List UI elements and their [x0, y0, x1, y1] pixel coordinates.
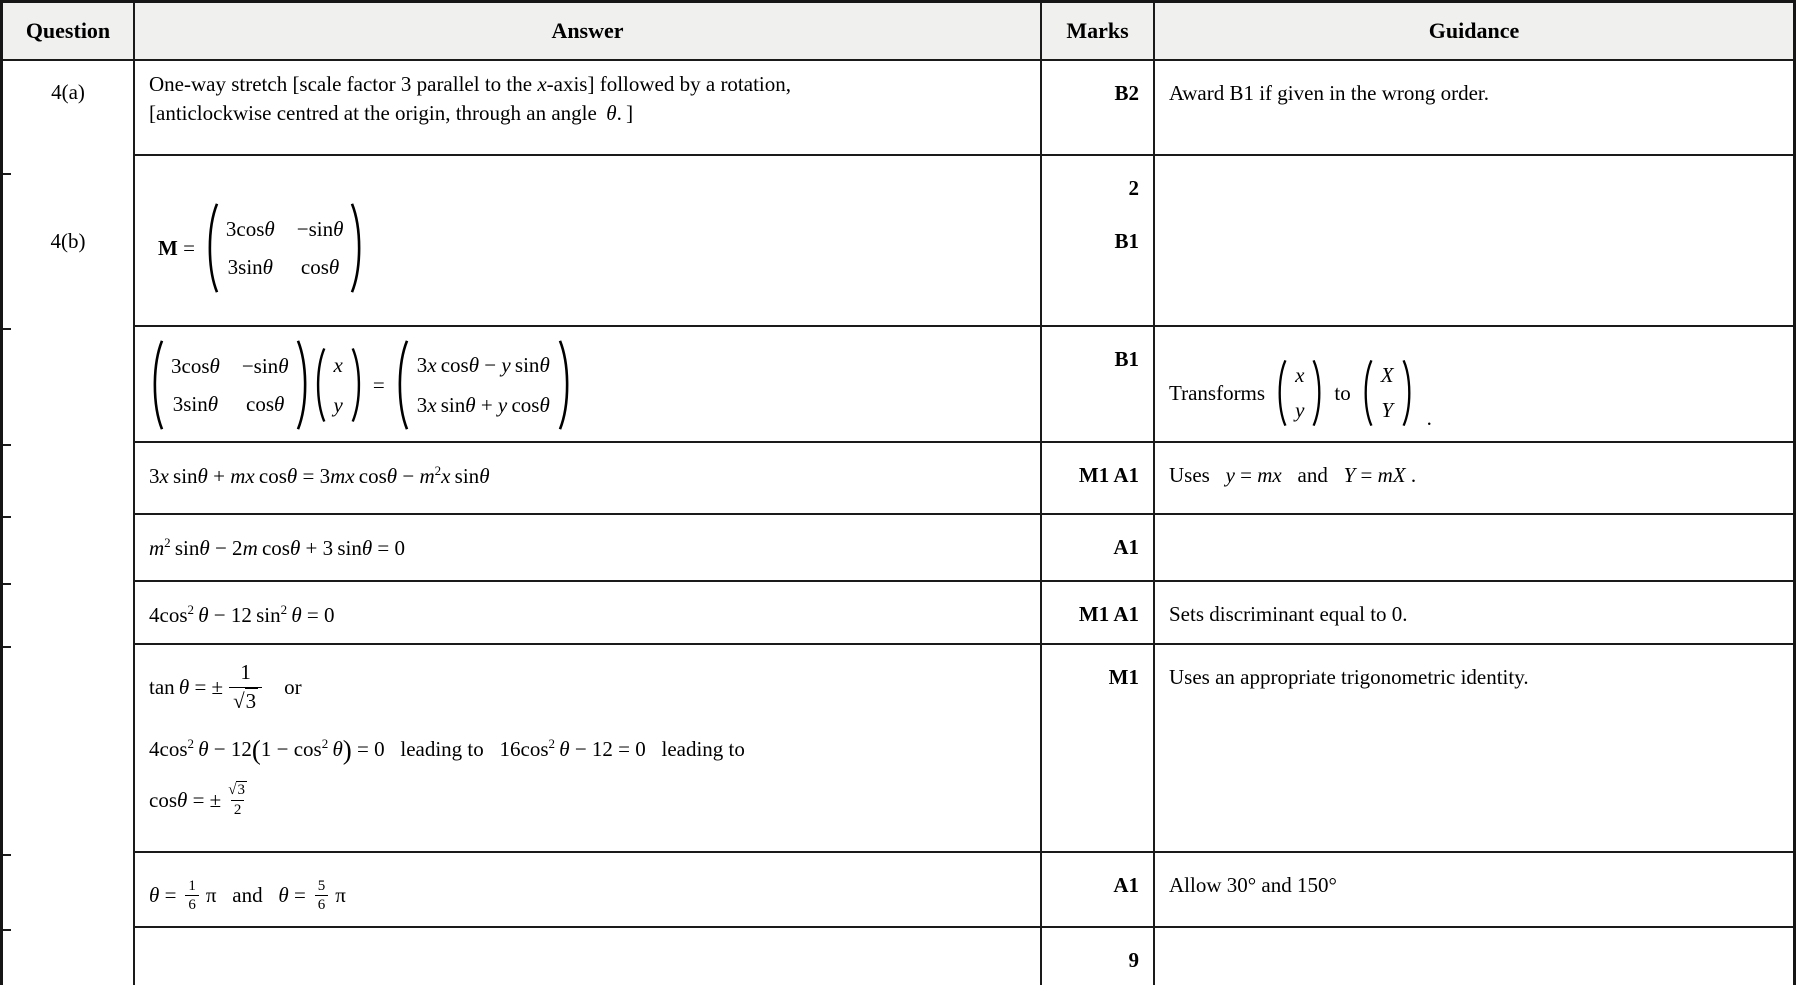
right-paren	[558, 339, 573, 431]
row-matrix-product-answer	[135, 327, 1042, 443]
part-a-total: 2	[1128, 176, 1139, 200]
marks-value: A1	[1113, 535, 1139, 559]
column-vector-XY	[1361, 359, 1414, 427]
left-paren	[204, 202, 219, 294]
right-paren	[1402, 359, 1414, 427]
vector-cell: y	[1295, 398, 1305, 422]
row-total-marks	[1042, 928, 1155, 985]
matrix-cell: 3cosθ	[171, 353, 220, 378]
matrix-cell: 3cosθ	[225, 216, 275, 241]
right-paren	[351, 347, 364, 423]
row-trig-answer	[135, 645, 1042, 853]
matrix-cell: cosθ	[246, 391, 285, 416]
total-marks-value: 9	[1128, 948, 1139, 972]
matrix-cell: 3sinθ	[172, 391, 219, 416]
equation-text: $4\cos^2$ θ − 12 $\sin^2 \theta = 0$	[149, 602, 335, 627]
vector-cells	[1287, 363, 1312, 423]
vector-cell: y	[333, 392, 343, 417]
row-substitution-marks	[1042, 443, 1155, 515]
fraction-denominator: 2	[231, 800, 245, 819]
row-theta-marks	[1042, 853, 1155, 928]
vector-cell: x	[1295, 363, 1305, 387]
header-question-label: Question	[25, 18, 111, 43]
left-paren	[394, 339, 409, 431]
marks-value: B1	[1114, 347, 1139, 371]
row-matrix-product-guidance	[1155, 327, 1793, 443]
fraction-numerator: 1	[188, 877, 196, 894]
matrix-cell: −sinθ	[296, 216, 344, 241]
row-total-guidance	[1155, 928, 1793, 985]
equation-text: $m^2$ sinθ − 2m cosθ + 3 sinθ = 0	[149, 535, 405, 560]
question-label-4a: 4(a)	[51, 80, 85, 104]
row-discriminant-answer	[135, 582, 1042, 645]
right-paren	[350, 202, 365, 294]
question-label-4b: 4(b)	[50, 229, 86, 253]
cos-theta-line	[149, 782, 1024, 818]
fraction-numerator: 5	[317, 877, 326, 894]
row-trig-guidance	[1155, 645, 1793, 853]
guidance-text: Uses an appropriate trigonometric identity.	[1169, 665, 1529, 689]
matrix-lhs: M =	[158, 235, 195, 260]
result-cell: 3x cosθ − y sinθ	[416, 352, 550, 377]
row-divider-tick	[3, 646, 11, 648]
left-paren	[1275, 359, 1287, 427]
equation-text: 3x sinθ + mx cosθ = 3mx $\cos\theta - m^2x$ sinθ	[149, 463, 490, 488]
fraction-root3-over-2	[226, 782, 249, 818]
row-theta-answer	[135, 853, 1042, 928]
matrix-m-definition	[149, 202, 1024, 294]
row-quadratic-marks	[1042, 515, 1155, 582]
row-4a-answer	[135, 61, 1042, 156]
row-4a-guidance	[1155, 61, 1793, 156]
fraction-denominator: 6	[315, 895, 329, 914]
row-discriminant-marks	[1042, 582, 1155, 645]
vector-cell: X	[1380, 363, 1394, 387]
cos-identity-line: $4\cos^2$ $\theta - 12(1 - \cos^2 \theta) = 0$ leading to $16\cos^2$ θ − 12 = 0 leading to	[149, 735, 745, 766]
result-cells	[409, 353, 558, 418]
matrix-cells	[164, 354, 296, 417]
equals-sign: =	[372, 372, 385, 397]
row-substitution-answer	[135, 443, 1042, 515]
matrix-cells	[219, 217, 351, 280]
fraction-denominator: 6	[185, 895, 199, 914]
tan-theta-line	[149, 661, 1024, 713]
guidance-text: Allow 30° and 150°	[1169, 873, 1337, 897]
header-marks	[1042, 3, 1155, 61]
vector-cells	[326, 353, 351, 418]
guidance-period: .	[1426, 406, 1432, 430]
answer-text-line1: One-way stretch [scale factor 3 parallel to the x-axis] followed by a rotation,	[149, 72, 792, 96]
matrix-cell: cosθ	[300, 254, 340, 279]
or-word: or	[284, 674, 302, 699]
marks-value: M1 A1	[1078, 463, 1139, 487]
row-4b-matrix-guidance	[1155, 156, 1793, 327]
guidance-text: Sets discriminant equal to 0.	[1169, 602, 1408, 626]
fraction-5-over-6	[315, 878, 329, 914]
fraction-1-over-root3	[229, 661, 262, 713]
row-4b-matrix-answer	[135, 156, 1042, 327]
matrix-product-equation	[149, 339, 1024, 431]
question-column	[3, 61, 135, 985]
row-4b-matrix-marks	[1042, 156, 1155, 327]
left-paren	[313, 347, 326, 423]
equation-text: π and θ =	[205, 883, 306, 907]
left-paren	[149, 339, 164, 431]
row-theta-guidance	[1155, 853, 1793, 928]
row-substitution-guidance	[1155, 443, 1793, 515]
result-cell: 3x sinθ + y cosθ	[416, 392, 550, 417]
matrix-2x2	[149, 339, 311, 431]
fraction-denominator: √3	[229, 687, 262, 714]
header-guidance	[1155, 3, 1793, 61]
guidance-word: Transforms	[1169, 380, 1266, 405]
vector-cells	[1373, 363, 1402, 423]
fraction-numerator: 1	[240, 660, 251, 684]
row-4a-marks	[1042, 61, 1155, 156]
row-quadratic-answer	[135, 515, 1042, 582]
pi-symbol: π	[335, 883, 346, 907]
header-answer	[135, 3, 1042, 61]
guidance-text: Award B1 if given in the wrong order.	[1169, 81, 1490, 105]
guidance-word: to	[1334, 380, 1351, 405]
equation-text: cosθ = ±	[149, 787, 222, 812]
header-answer-label: Answer	[551, 18, 624, 43]
marks-value: M1 A1	[1078, 602, 1139, 626]
right-paren	[1312, 359, 1324, 427]
fraction-numerator: √3	[228, 782, 245, 799]
column-vector-xy	[313, 347, 364, 423]
row-trig-marks	[1042, 645, 1155, 853]
header-question	[3, 3, 135, 61]
equation-text: θ =	[149, 883, 177, 907]
row-divider-tick	[3, 854, 11, 856]
row-divider-tick	[3, 929, 11, 931]
row-divider-tick	[3, 444, 11, 446]
left-paren	[1361, 359, 1373, 427]
vector-cell: Y	[1381, 398, 1393, 422]
marks-value: M1	[1108, 665, 1139, 689]
matrix-cell: −sinθ	[241, 353, 289, 378]
answer-text-line2: [anticlockwise centred at the origin, through an angle θ. ]	[149, 101, 634, 125]
matrix-2x2	[204, 202, 366, 294]
marks-value: B1	[1114, 229, 1139, 253]
guidance-text: Uses y = mx and Y = mX .	[1169, 463, 1417, 487]
vector-cell: x	[333, 352, 343, 377]
row-matrix-product-marks	[1042, 327, 1155, 443]
marks-value: B2	[1114, 81, 1139, 105]
row-quadratic-guidance	[1155, 515, 1793, 582]
result-vector	[394, 339, 573, 431]
row-divider-tick	[3, 173, 11, 175]
matrix-cell: 3sinθ	[227, 254, 273, 279]
row-discriminant-guidance	[1155, 582, 1793, 645]
row-divider-tick	[3, 328, 11, 330]
equation-text: tan θ = ±	[149, 674, 224, 699]
row-total-answer	[135, 928, 1042, 985]
fraction-1-over-6	[185, 878, 199, 914]
column-vector-xy	[1275, 359, 1324, 427]
row-divider-tick	[3, 516, 11, 518]
row-divider-tick	[3, 583, 11, 585]
right-paren	[296, 339, 311, 431]
header-guidance-label: Guidance	[1428, 18, 1520, 43]
marks-value: A1	[1113, 873, 1139, 897]
header-marks-label: Marks	[1066, 18, 1129, 43]
